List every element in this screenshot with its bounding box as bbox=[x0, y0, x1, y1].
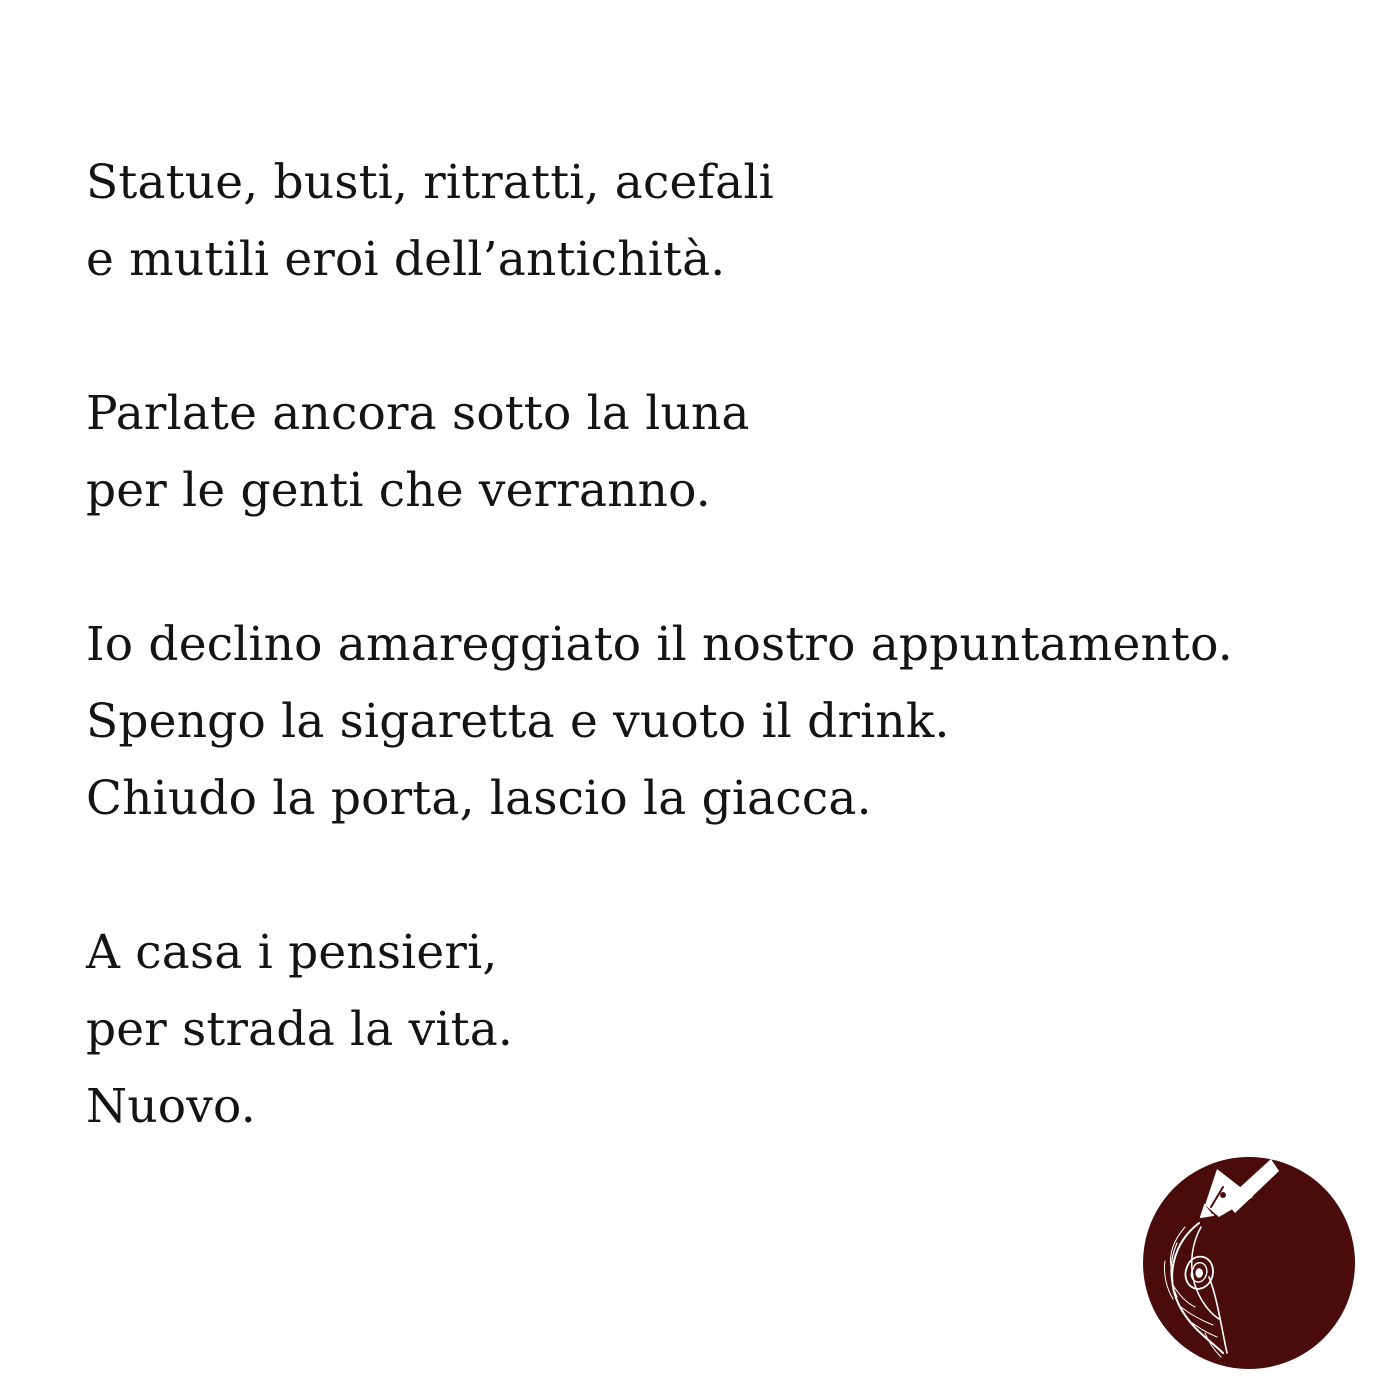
poem-line: A casa i pensieri, bbox=[86, 925, 498, 980]
stanza-4 bbox=[86, 914, 1286, 1145]
poem-line: per strada la vita. bbox=[86, 1002, 514, 1057]
poem bbox=[86, 144, 1286, 1145]
logo bbox=[1143, 1157, 1355, 1369]
poem-line: Spengo la sigaretta e vuoto il drink. bbox=[86, 694, 950, 749]
stanza-1 bbox=[86, 144, 1286, 298]
poem-line: per le genti che verranno. bbox=[86, 463, 711, 518]
poem-line: Parlate ancora sotto la luna bbox=[86, 386, 750, 441]
poem-line: Chiudo la porta, lascio la giacca. bbox=[86, 771, 872, 826]
poem-line: Io declino amareggiato il nostro appuntamento. bbox=[86, 617, 1233, 672]
poem-line: e mutili eroi dell’antichità. bbox=[86, 232, 726, 287]
stanza-3 bbox=[86, 606, 1286, 837]
poem-line: Nuovo. bbox=[86, 1079, 256, 1134]
poem-line: Statue, busti, ritratti, acefali bbox=[86, 155, 774, 210]
stanza-2 bbox=[86, 375, 1286, 529]
pen-nib-feather-icon bbox=[1143, 1157, 1355, 1369]
